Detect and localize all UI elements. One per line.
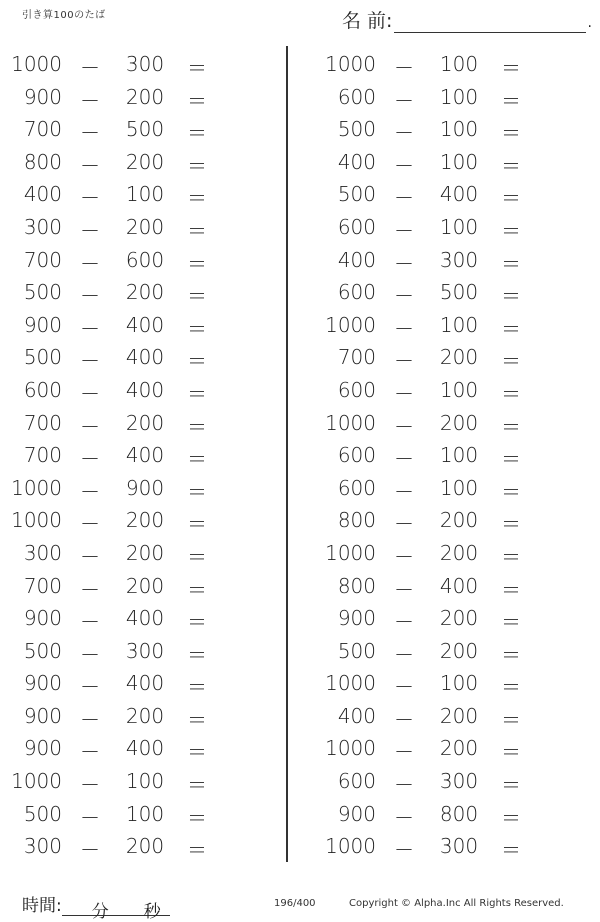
minuend: 400 <box>337 247 376 272</box>
equals-sign: ＝ <box>501 284 521 309</box>
equals-sign: ＝ <box>187 153 207 178</box>
minus-sign: － <box>80 544 100 569</box>
subtrahend: 200 <box>125 410 165 435</box>
minus-sign: － <box>80 186 100 211</box>
minuend: 800 <box>337 573 376 598</box>
subtrahend: 200 <box>125 149 165 174</box>
minuend: 500 <box>23 280 62 305</box>
minuend: 300 <box>23 834 62 859</box>
minuend: 300 <box>23 214 62 239</box>
minus-sign: － <box>80 740 100 765</box>
minus-sign: － <box>80 642 100 667</box>
subtrahend: 100 <box>439 117 479 142</box>
minus-sign: － <box>80 512 100 537</box>
minuend: 700 <box>23 573 62 598</box>
minuend: 800 <box>337 508 376 533</box>
minus-sign: － <box>394 642 414 667</box>
subtrahend: 300 <box>439 769 479 794</box>
minuend: 900 <box>23 703 62 728</box>
subtrahend: 200 <box>439 508 479 533</box>
subtrahend: 100 <box>439 214 479 239</box>
minuend: 600 <box>337 214 376 239</box>
minus-sign: － <box>394 88 414 113</box>
equals-sign: ＝ <box>501 316 521 341</box>
minus-sign: － <box>80 805 100 830</box>
subtrahend: 400 <box>125 671 165 696</box>
equals-sign: ＝ <box>187 349 207 374</box>
minuend: 700 <box>23 443 62 468</box>
minus-sign: － <box>394 544 414 569</box>
minus-sign: － <box>394 838 414 863</box>
minuend: 600 <box>337 377 376 402</box>
minuend: 400 <box>337 149 376 174</box>
minuend: 500 <box>23 801 62 826</box>
minuend: 900 <box>23 312 62 337</box>
subtrahend: 100 <box>125 801 165 826</box>
minus-sign: － <box>394 381 414 406</box>
equals-sign: ＝ <box>187 88 207 113</box>
minuend: 1000 <box>325 52 376 76</box>
minus-sign: － <box>394 512 414 537</box>
minus-sign: － <box>394 675 414 700</box>
column-divider <box>286 46 288 862</box>
subtrahend: 400 <box>125 345 165 370</box>
minus-sign: － <box>80 153 100 178</box>
minuend: 700 <box>337 345 376 370</box>
minus-sign: － <box>80 56 100 80</box>
name-label: 名 前: <box>342 10 393 32</box>
equals-sign: ＝ <box>501 610 521 635</box>
equals-sign: ＝ <box>187 805 207 830</box>
name-blank-line[interactable] <box>394 16 586 33</box>
minus-sign: － <box>394 349 414 374</box>
minuend: 700 <box>23 247 62 272</box>
minus-sign: － <box>80 349 100 374</box>
subtrahend: 100 <box>439 84 479 109</box>
equals-sign: ＝ <box>187 381 207 406</box>
minuend: 1000 <box>325 540 376 565</box>
equals-sign: ＝ <box>501 577 521 602</box>
subtrahend: 200 <box>125 508 165 533</box>
equals-sign: ＝ <box>501 512 521 537</box>
equals-sign: ＝ <box>187 121 207 146</box>
minus-sign: － <box>80 88 100 113</box>
minus-sign: － <box>394 805 414 830</box>
subtrahend: 400 <box>125 443 165 468</box>
minuend: 900 <box>23 606 62 631</box>
minus-sign: － <box>80 773 100 798</box>
subtrahend: 100 <box>439 52 479 76</box>
minus-sign: － <box>394 284 414 309</box>
subtrahend: 200 <box>439 736 479 761</box>
equals-sign: ＝ <box>187 610 207 635</box>
minuend: 500 <box>337 117 376 142</box>
minuend: 900 <box>23 671 62 696</box>
minuend: 400 <box>337 703 376 728</box>
subtrahend: 500 <box>439 280 479 305</box>
subtrahend: 200 <box>439 410 479 435</box>
equals-sign: ＝ <box>501 88 521 113</box>
minuend: 1000 <box>325 312 376 337</box>
subtrahend: 100 <box>439 475 479 500</box>
subtrahend: 100 <box>439 443 479 468</box>
minus-sign: － <box>394 577 414 602</box>
equals-sign: ＝ <box>187 773 207 798</box>
subtrahend: 400 <box>125 606 165 631</box>
equals-sign: ＝ <box>501 186 521 211</box>
subtrahend: 100 <box>439 149 479 174</box>
subtrahend: 200 <box>125 540 165 565</box>
time-blank-line[interactable] <box>62 897 170 922</box>
minus-sign: － <box>394 218 414 243</box>
subtrahend: 200 <box>125 280 165 305</box>
minus-sign: － <box>80 838 100 863</box>
time-field <box>22 891 170 922</box>
equals-sign: ＝ <box>501 381 521 406</box>
minuend: 500 <box>23 345 62 370</box>
equals-sign: ＝ <box>187 642 207 667</box>
equals-sign: ＝ <box>187 479 207 504</box>
minuend: 1000 <box>325 834 376 859</box>
minuend: 600 <box>23 377 62 402</box>
minus-sign: － <box>394 251 414 276</box>
minuend: 900 <box>23 84 62 109</box>
subtrahend: 200 <box>439 638 479 663</box>
minuend: 1000 <box>11 52 62 76</box>
minus-sign: － <box>80 316 100 341</box>
minus-sign: － <box>394 316 414 341</box>
minus-sign: － <box>80 675 100 700</box>
minuend: 500 <box>23 638 62 663</box>
seconds-label: 秒 <box>143 902 161 922</box>
minus-sign: － <box>394 56 414 80</box>
equals-sign: ＝ <box>501 251 521 276</box>
minus-sign: － <box>394 447 414 472</box>
time-label: 時間: <box>22 896 62 916</box>
minus-sign: － <box>80 414 100 439</box>
equals-sign: ＝ <box>187 544 207 569</box>
minuend: 600 <box>337 443 376 468</box>
subtrahend: 300 <box>125 52 165 76</box>
equals-sign: ＝ <box>187 838 207 863</box>
equals-sign: ＝ <box>501 773 521 798</box>
minuend: 1000 <box>325 671 376 696</box>
minus-sign: － <box>394 740 414 765</box>
minus-sign: － <box>80 479 100 504</box>
equals-sign: ＝ <box>187 707 207 732</box>
equals-sign: ＝ <box>501 218 521 243</box>
subtrahend: 400 <box>439 182 479 207</box>
subtrahend: 100 <box>125 769 165 794</box>
equals-sign: ＝ <box>501 740 521 765</box>
subtrahend: 600 <box>125 247 165 272</box>
minus-sign: － <box>80 577 100 602</box>
subtrahend: 400 <box>439 573 479 598</box>
minuend: 1000 <box>11 508 62 533</box>
equals-sign: ＝ <box>501 805 521 830</box>
minus-sign: － <box>394 121 414 146</box>
minus-sign: － <box>80 610 100 635</box>
subtrahend: 200 <box>439 703 479 728</box>
minuend: 900 <box>23 736 62 761</box>
subtrahend: 200 <box>125 834 165 859</box>
minus-sign: － <box>80 218 100 243</box>
subtrahend: 100 <box>125 182 165 207</box>
equals-sign: ＝ <box>501 414 521 439</box>
subtrahend: 100 <box>439 377 479 402</box>
minuend: 700 <box>23 117 62 142</box>
equals-sign: ＝ <box>501 349 521 374</box>
equals-sign: ＝ <box>501 479 521 504</box>
minus-sign: － <box>394 186 414 211</box>
equals-sign: ＝ <box>187 316 207 341</box>
subtrahend: 300 <box>439 247 479 272</box>
minuend: 1000 <box>11 769 62 794</box>
minuend: 1000 <box>11 475 62 500</box>
equals-sign: ＝ <box>501 121 521 146</box>
subtrahend: 400 <box>125 312 165 337</box>
minus-sign: － <box>394 479 414 504</box>
minus-sign: － <box>80 121 100 146</box>
minuend: 700 <box>23 410 62 435</box>
subtrahend: 200 <box>125 703 165 728</box>
minuend: 1000 <box>325 410 376 435</box>
minuend: 900 <box>337 801 376 826</box>
minuend: 900 <box>337 606 376 631</box>
equals-sign: ＝ <box>187 56 207 80</box>
minuend: 600 <box>337 84 376 109</box>
subtrahend: 200 <box>439 606 479 631</box>
minutes-label: 分 <box>91 902 109 922</box>
equals-sign: ＝ <box>501 56 521 80</box>
minus-sign: － <box>394 707 414 732</box>
equals-sign: ＝ <box>187 740 207 765</box>
copyright-notice: Copyright © Alpha.Inc All Rights Reserved. <box>349 898 564 909</box>
subtrahend: 300 <box>439 834 479 859</box>
minuend: 800 <box>23 149 62 174</box>
subtrahend: 200 <box>439 345 479 370</box>
equals-sign: ＝ <box>501 544 521 569</box>
equals-sign: ＝ <box>501 153 521 178</box>
minus-sign: － <box>394 610 414 635</box>
equals-sign: ＝ <box>187 512 207 537</box>
subtrahend: 900 <box>125 475 165 500</box>
equals-sign: ＝ <box>187 675 207 700</box>
subtrahend: 400 <box>125 736 165 761</box>
minuend: 400 <box>23 182 62 207</box>
subtrahend: 200 <box>125 214 165 239</box>
subtrahend: 200 <box>125 573 165 598</box>
name-end-dot: . <box>587 15 592 31</box>
subtrahend: 300 <box>125 638 165 663</box>
minuend: 600 <box>337 475 376 500</box>
subtrahend: 800 <box>439 801 479 826</box>
equals-sign: ＝ <box>501 838 521 863</box>
minus-sign: － <box>80 381 100 406</box>
subtrahend: 500 <box>125 117 165 142</box>
minuend: 600 <box>337 769 376 794</box>
equals-sign: ＝ <box>187 414 207 439</box>
minus-sign: － <box>80 447 100 472</box>
minus-sign: － <box>80 284 100 309</box>
equals-sign: ＝ <box>501 707 521 732</box>
subtrahend: 100 <box>439 671 479 696</box>
subtrahend: 400 <box>125 377 165 402</box>
minus-sign: － <box>80 251 100 276</box>
equals-sign: ＝ <box>187 577 207 602</box>
equals-sign: ＝ <box>501 447 521 472</box>
page-number: 196/400 <box>274 898 316 909</box>
minuend: 1000 <box>325 736 376 761</box>
name-field <box>342 6 592 33</box>
minus-sign: － <box>394 153 414 178</box>
equals-sign: ＝ <box>187 186 207 211</box>
equals-sign: ＝ <box>187 447 207 472</box>
equals-sign: ＝ <box>187 218 207 243</box>
minus-sign: － <box>80 707 100 732</box>
subtrahend: 200 <box>125 84 165 109</box>
minuend: 600 <box>337 280 376 305</box>
minuend: 500 <box>337 182 376 207</box>
subtrahend: 200 <box>439 540 479 565</box>
minuend: 300 <box>23 540 62 565</box>
minus-sign: － <box>394 414 414 439</box>
subtrahend: 100 <box>439 312 479 337</box>
equals-sign: ＝ <box>187 251 207 276</box>
minus-sign: － <box>394 773 414 798</box>
equals-sign: ＝ <box>501 675 521 700</box>
minuend: 500 <box>337 638 376 663</box>
equals-sign: ＝ <box>501 642 521 667</box>
worksheet-title: 引き算100のたば <box>22 10 106 21</box>
equals-sign: ＝ <box>187 284 207 309</box>
